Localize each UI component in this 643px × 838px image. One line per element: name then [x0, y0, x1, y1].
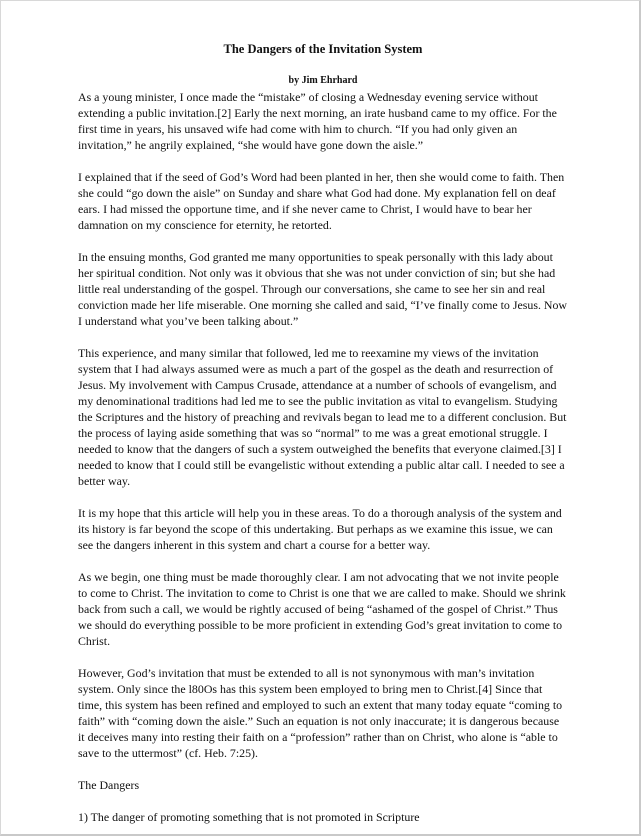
document-title: The Dangers of the Invitation System: [223, 42, 423, 56]
paragraph: As we begin, one thing must be made thoroughly clear. I am not advocating that we not invite people to come to Christ. The invitation to come to Christ is one that we are called to make. Should we shrink back from such a call, we would be rightly accused of being “ashamed of the gospel of Christ.” Thus we should do everything possible to be more proficient in extending God’s great invitation to come to Christ.: [78, 570, 566, 648]
paragraph: I explained that if the seed of God’s Word had been planted in her, then she would come to faith. Then she could “go down the aisle” on Sunday and share what God had done. My explanation fell on deaf ears. I had missed the opportune time, and if she never came to Christ, I would have to bear her damnation on my conscience for eternity, he retorted.: [78, 170, 565, 232]
list-item: 1) The danger of promoting something that is not promoted in Scripture: [78, 810, 420, 824]
paragraph: This experience, and many similar that followed, led me to reexamine my views of the invitation system that I had always assumed were as much a part of the gospel as the death and resurrection of Jesus. My involvement with Campus Crusade, attendance at a number of schools of evangelism, and my denominational traditions had led me to see the public invitation as vital to evangelism. Studying the Scriptures and the history of preaching and revivals began to lead me to a different conclusion. But the process of laying aside something that was so “normal” to me was a great emotional struggle. I needed to know that the dangers of such a system outweighed the benefits that everyone claimed.[3] I needed to know that I could still be evangelistic without extending a public altar call. I needed to see a better way.: [78, 346, 567, 488]
author-byline: by Jim Ehrhard: [288, 75, 358, 86]
document-body: [78, 41, 568, 825]
section-heading: The Dangers: [78, 778, 140, 792]
paragraph: However, God’s invitation that must be extended to all is not synonymous with man’s invitation system. Only since the l80Os has this system been employed to bring men to Christ.[4] Since that time, this system has been refined and employed to such an extent that many today equate “coming to faith” with “coming down the aisle.” Such an equation is not only inaccurate; it is dangerous because it deceives many into resting their faith on a “profession” rather than on Christ, who alone is “able to save to the uttermost” (cf. Heb. 7:25).: [78, 666, 563, 760]
paragraph: In the ensuing months, God granted me many opportunities to speak personally with this lady about her spiritual condition. Not only was it obvious that she was not under conviction of sin; but she had little real understanding of the gospel. Through our conversations, she came to see her sin and real conviction made her life miserable. One morning she called and said, “I’ve finally come to Jesus. Now I understand what you’ve been talking about.”: [78, 250, 568, 328]
paragraph: As a young minister, I once made the “mistake” of closing a Wednesday evening service without extending a public invitation.[2] Early the next morning, an irate husband came to my office. For the first time in years, his unsaved wife had come with him to church. “If you had only given an invitation,” he angrily explained, “she would have gone down the aisle.”: [78, 90, 557, 152]
paragraph: It is my hope that this article will help you in these areas. To do a thorough analysis of the system and its history is far beyond the scope of this undertaking. But perhaps as we examine this issue, we can see the dangers inherent in this system and chart a course for a better way.: [78, 506, 562, 552]
